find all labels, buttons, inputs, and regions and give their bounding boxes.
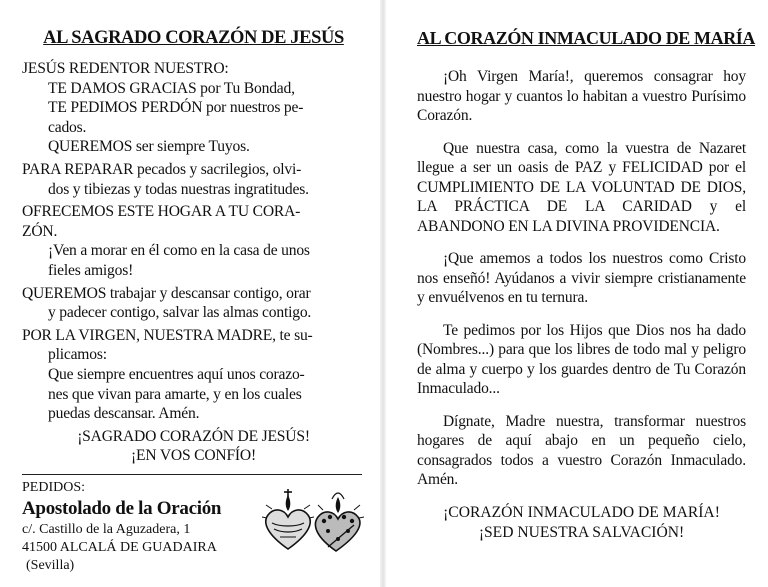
line: ¡SAGRADO CORAZÓN DE JESÚS! [77, 427, 310, 445]
line: QUEREMOS trabajar y descansar contigo, orar [22, 284, 311, 302]
address-province: (Sevilla) [26, 557, 75, 573]
address-street: c/. Castillo de la Aguzadera, 1 [22, 521, 191, 537]
line: y padecer contigo, salvar las almas contigo. [48, 304, 312, 322]
sacred-hearts-emblem [258, 487, 368, 559]
right-closing [417, 503, 746, 543]
line: POR LA VIRGEN, NUESTRA MADRE, te su- [22, 326, 313, 344]
right-page [385, 0, 768, 587]
line: PARA REPARAR pecados y sacrilegios, olvi- [22, 160, 302, 178]
line: dos y tibiezas y todas nuestras ingratitudes. [48, 180, 309, 198]
left-closing [22, 427, 365, 466]
right-paragraph-1: ¡Oh Virgen María!, queremos consagrar hoy nuestro hogar y cuantos lo habitan a vuestro Purísimo Corazón. [417, 68, 746, 124]
right-paragraph-5: Dígnate, Madre nuestra, transformar nuestros hogares de aquí abajo en un pequeño cielo, consagrados todos a vuestro Corazón Inmaculado. Amén. [417, 412, 746, 488]
prayer-paragraph-4 [22, 284, 365, 323]
line: ZÓN. [22, 222, 58, 240]
right-paragraph-4: Te pedimos por los Hijos que Dios nos ha dado (Nombres...) para que los libres de todo mal y peligro de alma y cuerpo y los guardes dentro de Tu Corazón Inmaculado... [417, 321, 746, 397]
line: ¡SED NUESTRA SALVACIÓN! [478, 523, 685, 541]
organization-name: Apostolado de la Oración [22, 497, 222, 519]
line: nes que vivan para amarte, y en los cuales [48, 385, 302, 403]
line: puedas descansar. Amén. [48, 405, 200, 423]
address-city: 41500 ALCALÁ DE GUADAIRA [22, 539, 217, 555]
line: cados. [48, 118, 87, 136]
line: TE PEDIMOS PERDÓN por nuestros pe- [48, 99, 304, 117]
right-paragraph-3: ¡Que amemos a todos los nuestros como Cristo nos enseñó! Ayúdanos a vivir siempre cristianamente y envuélvenos en tu ternura. [417, 250, 746, 306]
right-paragraph-2: Que nuestra casa, como la vuestra de Nazaret llegue a ser un oasis de PAZ y FELICIDAD por el CUMPLIMIENTO DE LA VOLUNTAD DE DIOS, LA PRÁCTICA DE LA CARIDAD y el ABANDONO EN LA DIVINA PROVIDENCIA. [417, 139, 746, 235]
right-title: AL CORAZÓN INMACULADO DE MARÍA [417, 28, 756, 48]
line: Que siempre encuentres aquí unos corazo- [48, 365, 305, 383]
line: ¡EN VOS CONFÍO! [131, 447, 256, 465]
line: JESÚS REDENTOR NUESTRO: [22, 60, 229, 77]
prayer-paragraph-2 [22, 160, 365, 199]
line: fieles amigos! [48, 261, 134, 279]
line: plicamos: [48, 346, 107, 364]
line: OFRECEMOS ESTE HOGAR A TU CORA- [22, 203, 301, 221]
line: QUEREMOS ser siempre Tuyos. [48, 138, 250, 156]
left-title: AL SAGRADO CORAZÓN DE JESÚS [43, 28, 344, 48]
line: ¡CORAZÓN INMACULADO DE MARÍA! [443, 503, 720, 521]
orders-label: PEDIDOS: [22, 479, 86, 495]
orders-block [22, 479, 365, 575]
left-page [0, 0, 383, 587]
prayer-paragraph-5 [22, 326, 365, 424]
line: ¡Ven a morar en él como en la casa de unos [48, 242, 310, 260]
divider [22, 474, 362, 475]
prayer-paragraph-3 [22, 202, 365, 280]
prayer-paragraph-1 [22, 59, 365, 157]
line: TE DAMOS GRACIAS por Tu Bondad, [48, 79, 295, 97]
